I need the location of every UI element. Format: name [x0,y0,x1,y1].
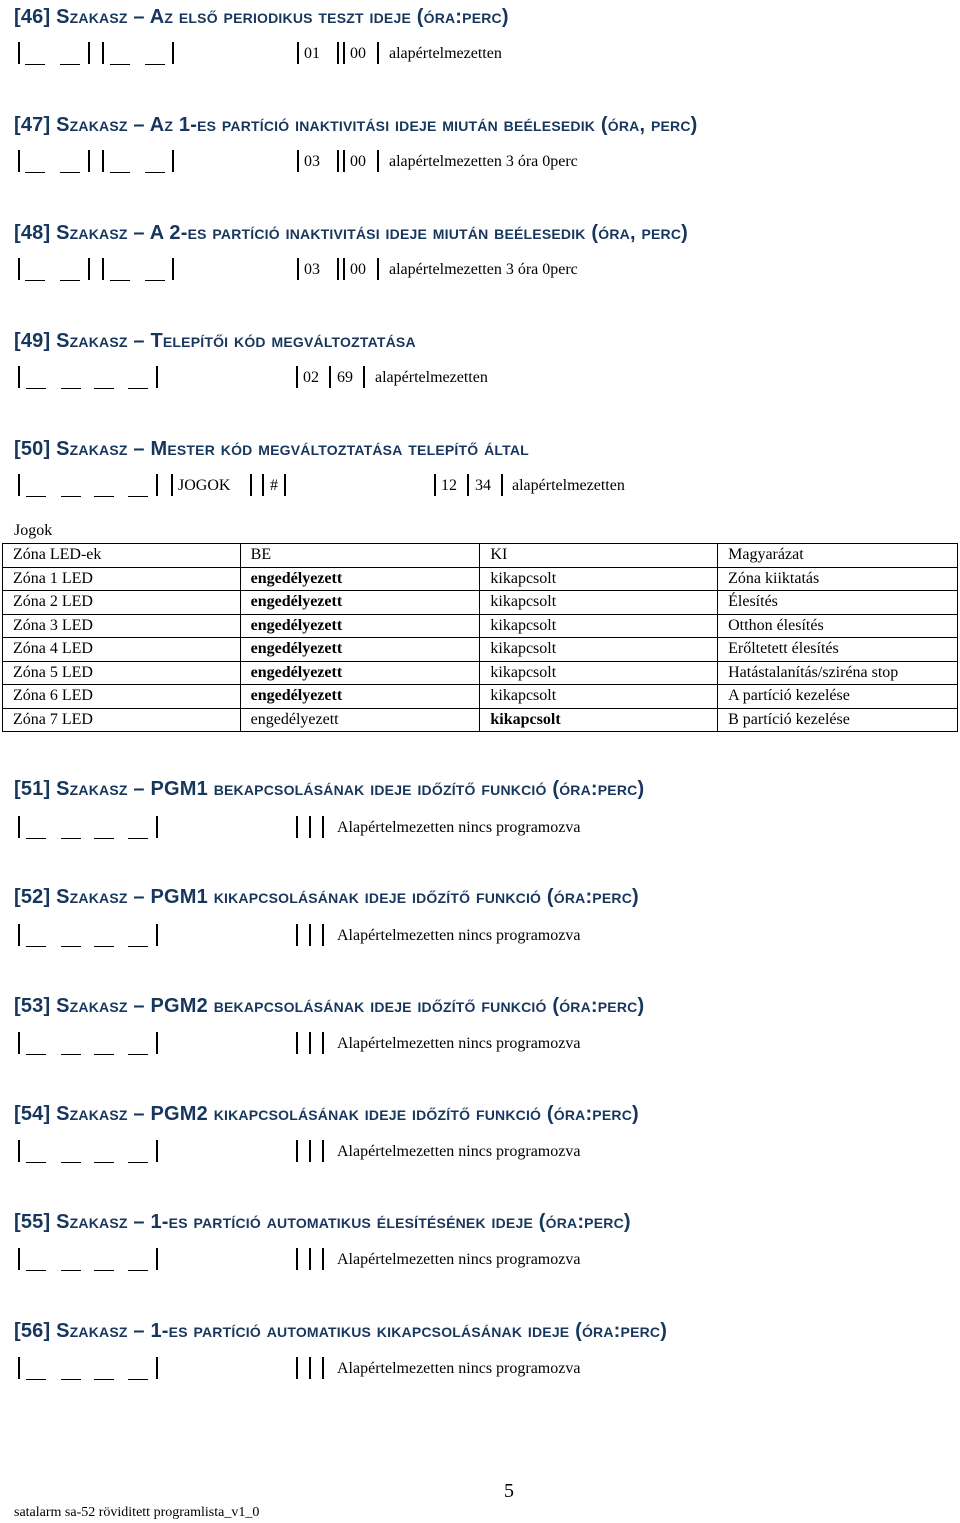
explanation-cell: Zóna kiiktatás [718,567,958,591]
default-value-hour: 01 [304,45,320,62]
default-note: alapértelmezetten 3 óra 0perc [389,153,578,170]
entry-row-52 [0,924,960,950]
section-title-53: [53] Szakasz – PGM2 bekapcsolásának ideje időzítő funkció (óra:perc) [14,995,645,1017]
be-cell: engedélyezett [240,614,480,638]
ki-cell: kikapcsolt [480,708,718,732]
hash-field-label: # [270,477,278,494]
document-name: satalarm sa-52 röviditett programlista_v1_0 [14,1505,260,1520]
section-title-54: [54] Szakasz – PGM2 kikapcsolásának ideje időzítő funkció (óra:perc) [14,1103,639,1125]
rights-label: Jogok [14,522,53,539]
table-row [3,614,958,638]
default-note: Alapértelmezetten nincs programozva [337,927,581,944]
explanation-cell: B partíció kezelése [718,708,958,732]
ki-cell: kikapcsolt [480,614,718,638]
be-cell: engedélyezett [240,638,480,662]
default-note: Alapértelmezetten nincs programozva [337,1360,581,1377]
section-title-47: [47] Szakasz – Az 1-es partíció inaktivitási ideje miután beélesedik (óra, perc) [14,114,698,136]
entry-row-56 [0,1357,960,1383]
default-value-digits-1: 12 [441,477,457,494]
default-value-digits-1: 02 [303,369,319,386]
default-note: alapértelmezetten [389,45,502,62]
rights-table [2,543,958,732]
be-cell: engedélyezett [240,708,480,732]
default-note: Alapértelmezetten nincs programozva [337,1035,581,1052]
page-number: 5 [504,1480,514,1502]
default-note: Alapértelmezetten nincs programozva [337,819,581,836]
entry-row-48 [0,258,960,284]
entry-row-50 [0,474,960,500]
default-value-minute: 00 [350,153,366,170]
ki-cell: kikapcsolt [480,591,718,615]
table-row [3,567,958,591]
section-title-52: [52] Szakasz – PGM1 kikapcsolásának ideje időzítő funkció (óra:perc) [14,886,639,908]
section-title-51: [51] Szakasz – PGM1 bekapcsolásának ideje időzítő funkció (óra:perc) [14,778,645,800]
default-note: alapértelmezetten [375,369,488,386]
entry-row-53 [0,1032,960,1058]
table-row [3,638,958,662]
explanation-cell: Hatástalanítás/sziréna stop [718,661,958,685]
section-title-56: [56] Szakasz – 1-es partíció automatikus kikapcsolásának ideje (óra:perc) [14,1320,668,1342]
header-cell: Zóna LED-ek [3,544,241,568]
default-value-hour: 03 [304,261,320,278]
zone-cell: Zóna 1 LED [3,567,241,591]
section-title-49: [49] Szakasz – Telepítői kód megváltoztatása [14,330,416,352]
entry-row-46 [0,42,960,68]
be-cell: engedélyezett [240,567,480,591]
entry-row-51 [0,816,960,842]
default-value-digits-2: 69 [337,369,353,386]
header-cell: KI [480,544,718,568]
zone-cell: Zóna 4 LED [3,638,241,662]
entry-row-55 [0,1248,960,1274]
be-cell: engedélyezett [240,685,480,709]
section-title-50: [50] Szakasz – Mester kód megváltoztatása telepítő által [14,438,529,460]
zone-cell: Zóna 7 LED [3,708,241,732]
table-header-row [3,544,958,568]
entry-row-54 [0,1140,960,1166]
default-value-minute: 00 [350,261,366,278]
header-cell: Magyarázat [718,544,958,568]
table-row [3,591,958,615]
entry-row-47 [0,150,960,176]
zone-cell: Zóna 3 LED [3,614,241,638]
zone-cell: Zóna 5 LED [3,661,241,685]
default-value-hour: 03 [304,153,320,170]
ki-cell: kikapcsolt [480,685,718,709]
default-note: Alapértelmezetten nincs programozva [337,1251,581,1268]
be-cell: engedélyezett [240,591,480,615]
explanation-cell: Otthon élesítés [718,614,958,638]
explanation-cell: Erőltetett élesítés [718,638,958,662]
ki-cell: kikapcsolt [480,661,718,685]
table-row [3,685,958,709]
entry-row-49 [0,366,960,392]
header-cell: BE [240,544,480,568]
default-value-digits-2: 34 [475,477,491,494]
section-title-48: [48] Szakasz – A 2-es partíció inaktivitási ideje miután beélesedik (óra, perc) [14,222,689,244]
table-row [3,661,958,685]
table-row [3,708,958,732]
section-title-46: [46] Szakasz – Az első periodikus teszt ideje (óra:perc) [14,6,509,28]
explanation-cell: A partíció kezelése [718,685,958,709]
explanation-cell: Élesítés [718,591,958,615]
default-note: alapértelmezetten 3 óra 0perc [389,261,578,278]
ki-cell: kikapcsolt [480,638,718,662]
default-note: Alapértelmezetten nincs programozva [337,1143,581,1160]
zone-cell: Zóna 6 LED [3,685,241,709]
be-cell: engedélyezett [240,661,480,685]
zone-cell: Zóna 2 LED [3,591,241,615]
default-value-minute: 00 [350,45,366,62]
jogok-field-label: JOGOK [178,477,231,494]
section-title-55: [55] Szakasz – 1-es partíció automatikus élesítésének ideje (óra:perc) [14,1211,631,1233]
default-note: alapértelmezetten [512,477,625,494]
ki-cell: kikapcsolt [480,567,718,591]
